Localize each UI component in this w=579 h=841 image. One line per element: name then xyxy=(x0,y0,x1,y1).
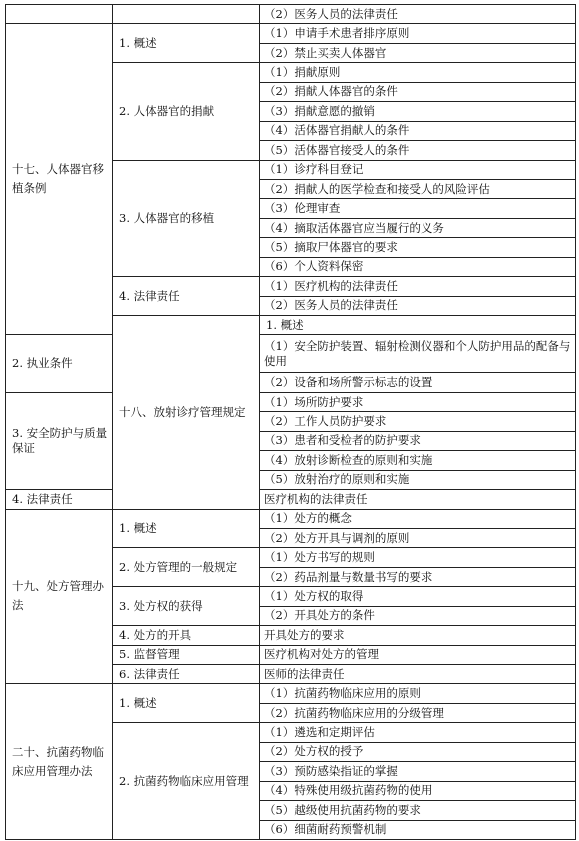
item-cell: （5）越级使用抗菌药物的要求 xyxy=(260,801,576,820)
item-cell: 医疗机构的法律责任 xyxy=(260,490,576,509)
item-cell: （5）活体器官接受人的条件 xyxy=(260,141,576,160)
table-row xyxy=(6,392,576,411)
item-cell: （2）药品剂量与数量书写的要求 xyxy=(260,567,576,586)
item-cell: （1）遴选和定期评估 xyxy=(260,723,576,742)
item-cell: （1）处方的概念 xyxy=(260,509,576,528)
subsection-cell: 3. 处方权的获得 xyxy=(113,587,260,626)
table-row xyxy=(6,335,576,373)
table-row xyxy=(6,509,576,528)
item-cell: （1）医疗机构的法律责任 xyxy=(260,277,576,296)
item-cell: （1）场所防护要求 xyxy=(260,392,576,411)
table-row xyxy=(6,24,576,43)
chapter-cell: 十七、人体器官移植条例 xyxy=(6,24,113,335)
item-cell: （4）摘取活体器官应当履行的义务 xyxy=(260,218,576,237)
item-cell: 医师的法律责任 xyxy=(260,665,576,684)
item-cell: （2）工作人员防护要求 xyxy=(260,412,576,431)
item-cell: （3）捐献意愿的撤销 xyxy=(260,102,576,121)
subsection-cell: 5. 监督管理 xyxy=(113,645,260,664)
chapter-cell: 二十、抗菌药物临床应用管理办法 xyxy=(6,684,113,840)
subsection-cell: 4. 法律责任 xyxy=(113,277,260,316)
subsection-cell: 4. 法律责任 xyxy=(6,490,113,509)
subsection-cell: 1. 概述 xyxy=(113,684,260,723)
subsection-cell: 6. 法律责任 xyxy=(113,665,260,684)
item-cell: （5）放射治疗的原则和实施 xyxy=(260,470,576,489)
subsection-cell: 2. 抗菌药物临床应用管理 xyxy=(113,723,260,840)
item-cell: （1）处方权的取得 xyxy=(260,587,576,606)
item-cell: （2）禁止买卖人体器官 xyxy=(260,43,576,62)
item-cell: （2）捐献人体器官的条件 xyxy=(260,82,576,101)
subsection-cell: 2. 执业条件 xyxy=(6,335,113,392)
item-cell: （2）医务人员的法律责任 xyxy=(260,296,576,315)
subsection-cell: 4. 处方的开具 xyxy=(113,626,260,645)
item-cell: （1）抗菌药物临床应用的原则 xyxy=(260,684,576,703)
subsection-cell: 2. 处方管理的一般规定 xyxy=(113,548,260,587)
item-cell: 开具处方的要求 xyxy=(260,626,576,645)
syllabus-table-container xyxy=(5,4,575,840)
item-cell: 医疗机构对处方的管理 xyxy=(260,645,576,664)
item-cell: （1）处方书写的规则 xyxy=(260,548,576,567)
chapter-cell xyxy=(6,5,113,24)
item-cell: （1）捐献原则 xyxy=(260,63,576,82)
item-cell: （3）患者和受检者的防护要求 xyxy=(260,431,576,450)
subsection-cell: 1. 概述 xyxy=(260,316,576,335)
subsection-cell: 3. 人体器官的移植 xyxy=(113,160,260,277)
item-cell: （2）处方权的授予 xyxy=(260,742,576,761)
item-cell: （2）抗菌药物临床应用的分级管理 xyxy=(260,703,576,722)
item-cell: （2）开具处方的条件 xyxy=(260,606,576,625)
table-row xyxy=(6,684,576,703)
subsection-cell xyxy=(113,5,260,24)
subsection-cell: 1. 概述 xyxy=(113,24,260,63)
item-cell: （3）伦理审查 xyxy=(260,199,576,218)
item-cell: （2）医务人员的法律责任 xyxy=(260,5,576,24)
table-row xyxy=(6,490,576,509)
item-cell: （2）设备和场所警示标志的设置 xyxy=(260,373,576,392)
item-cell: （6）个人资料保密 xyxy=(260,257,576,276)
chapter-cell: 十九、处方管理办法 xyxy=(6,509,113,684)
item-cell: （1）安全防护装置、辐射检测仪器和个人防护用品的配备与使用 xyxy=(260,335,576,373)
item-cell: （6）细菌耐药预警机制 xyxy=(260,820,576,839)
item-cell: （4）特殊使用级抗菌药物的使用 xyxy=(260,781,576,800)
item-cell: （1）诊疗科目登记 xyxy=(260,160,576,179)
item-cell: （3）预防感染指证的掌握 xyxy=(260,762,576,781)
chapter-cell: 十八、放射诊疗管理规定 xyxy=(113,316,260,510)
syllabus-table-body xyxy=(6,5,576,840)
subsection-cell: 2. 人体器官的捐献 xyxy=(113,63,260,160)
item-cell: （1）申请手术患者排序原则 xyxy=(260,24,576,43)
syllabus-table xyxy=(5,4,576,840)
item-cell: （2）捐献人的医学检查和接受人的风险评估 xyxy=(260,179,576,198)
subsection-cell: 3. 安全防护与质量保证 xyxy=(6,392,113,489)
item-cell: （4）活体器官捐献人的条件 xyxy=(260,121,576,140)
subsection-cell: 1. 概述 xyxy=(113,509,260,548)
item-cell: （5）摘取尸体器官的要求 xyxy=(260,238,576,257)
table-row xyxy=(6,5,576,24)
item-cell: （2）处方开具与调剂的原则 xyxy=(260,528,576,547)
item-cell: （4）放射诊断检查的原则和实施 xyxy=(260,451,576,470)
